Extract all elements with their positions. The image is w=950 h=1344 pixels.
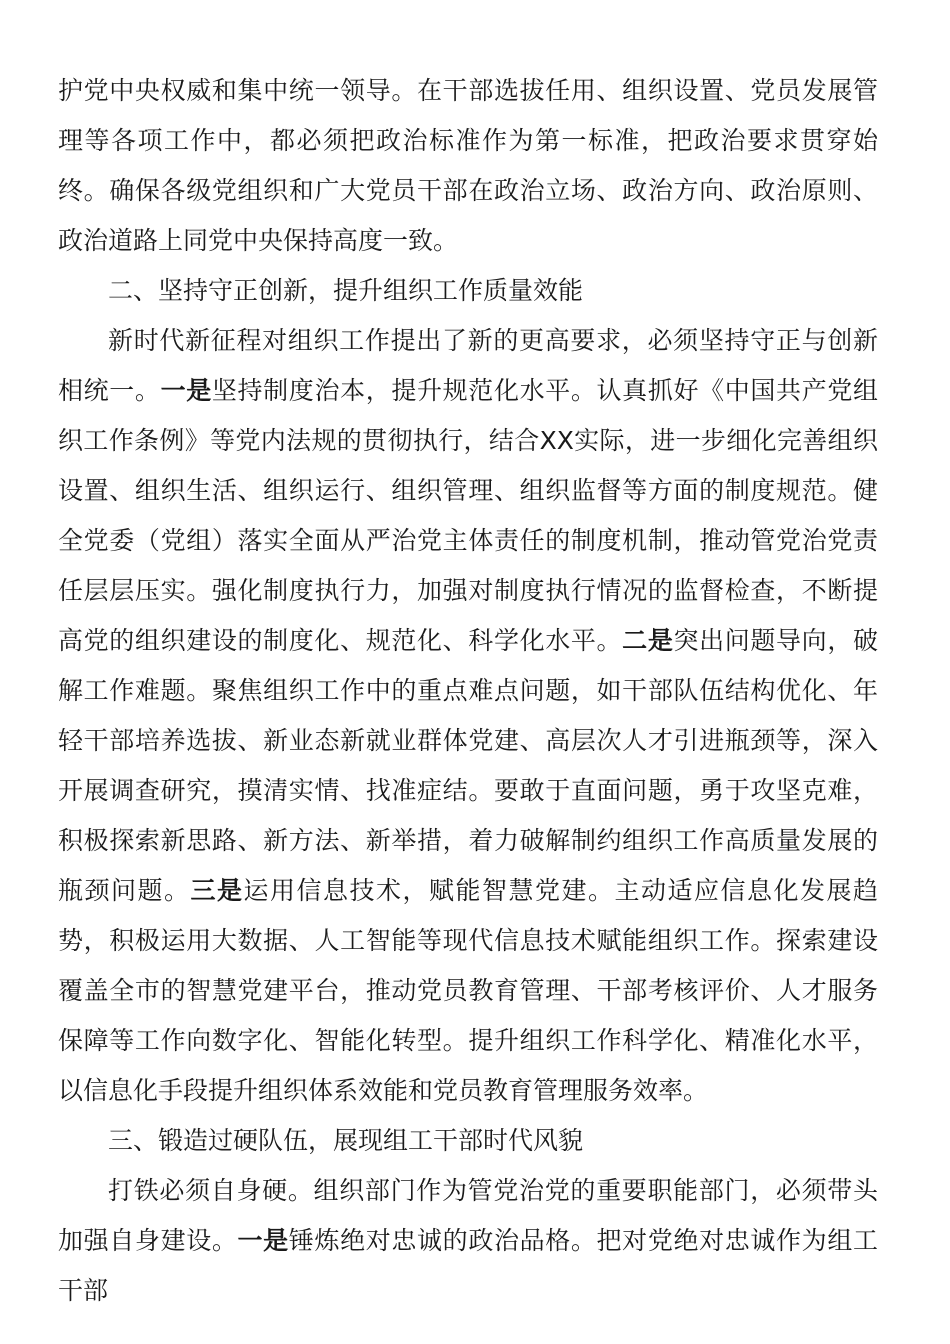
- section-heading-3: [58, 1116, 878, 1166]
- heading-text: 三、锻造过硬队伍，展现组工干部时代风貌: [108, 1126, 584, 1155]
- paragraph-text: 打铁必须自身硬。组织部门作为管党治党的重要职能部门，必须带头加强自身建设。: [58, 1176, 878, 1255]
- paragraph-text: 坚持制度治本，提升规范化水平。认真抓好《中国共产党组织工作条例》等党内法规的贯彻执行，结合XX实际，进一步细化完善组织设置、组织生活、组织运行、组织管理、组织监督等方面的制度规范。健全党委（党组）落实全面从严治党主体责任的制度机制，推动管党治党责任层层压实。强化制度执行力，加强对制度执行情况的监督检查，不断提高党的组织建设的制度化、规范化、科学化水平。: [58, 376, 878, 655]
- point-marker-one: 一是: [237, 1226, 289, 1255]
- paragraph-political-standard: [58, 66, 878, 266]
- paragraph-innovation: [58, 316, 878, 1116]
- paragraph-text: 新时代新征程对组织工作提出了新的更高要求，必须坚持守正与创新相统一。: [58, 326, 878, 405]
- document-page: [58, 66, 878, 1316]
- paragraph-team-building: [58, 1166, 878, 1316]
- point-marker-one: 一是: [160, 376, 212, 405]
- point-marker-two: 二是: [622, 626, 674, 655]
- paragraph-text: 运用信息技术，赋能智慧党建。主动适应信息化发展趋势，积极运用大数据、人工智能等现代信息技术赋能组织工作。探索建设覆盖全市的智慧党建平台，推动党员教育管理、干部考核评价、人才服务保障等工作向数字化、智能化转型。提升组织工作科学化、精准化水平，以信息化手段提升组织体系效能和党员教育管理服务效率。: [58, 876, 878, 1105]
- paragraph-text: 锤炼绝对忠诚的政治品格。把对党绝对忠诚作为组工干部: [58, 1226, 878, 1305]
- section-heading-2: [58, 266, 878, 316]
- heading-text: 二、坚持守正创新，提升组织工作质量效能: [108, 276, 584, 305]
- point-marker-three: 三是: [190, 876, 244, 905]
- paragraph-text: 护党中央权威和集中统一领导。在干部选拔任用、组织设置、党员发展管理等各项工作中，都必须把政治标准作为第一标准，把政治要求贯穿始终。确保各级党组织和广大党员干部在政治立场、政治方向、政治原则、政治道路上同党中央保持高度一致。: [58, 76, 878, 255]
- paragraph-text: 突出问题导向，破解工作难题。聚焦组织工作中的重点难点问题，如干部队伍结构优化、年轻干部培养选拔、新业态新就业群体党建、高层次人才引进瓶颈等，深入开展调查研究，摸清实情、找准症结。要敢于直面问题，勇于攻坚克难，积极探索新思路、新方法、新举措，着力破解制约组织工作高质量发展的瓶颈问题。: [58, 626, 878, 905]
